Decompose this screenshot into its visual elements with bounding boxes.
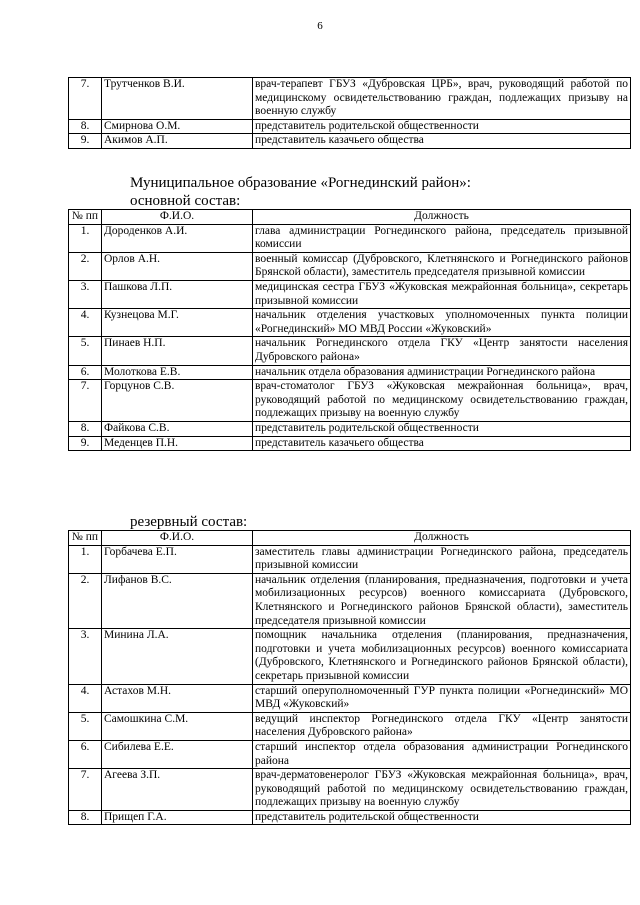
reserve-body <box>69 545 631 825</box>
row-name: Кузнецова М.Г. <box>102 309 253 337</box>
continuation-body <box>69 78 631 149</box>
row-name: Трутченков В.И. <box>102 78 253 120</box>
section-subtitle-reserve: резервный состав: <box>130 514 248 530</box>
row-number: 8. <box>69 810 102 825</box>
table-row <box>69 365 631 380</box>
row-number: 5. <box>69 337 102 365</box>
main-body <box>69 224 631 451</box>
row-number: 9. <box>69 436 102 451</box>
header-position: Должность <box>253 531 631 546</box>
row-number: 5. <box>69 712 102 740</box>
row-number: 1. <box>69 224 102 252</box>
row-name: Минина Л.А. <box>102 629 253 684</box>
row-name: Акимов А.П. <box>102 134 253 149</box>
row-name: Смирнова О.М. <box>102 119 253 134</box>
row-number: 2. <box>69 573 102 628</box>
row-position: врач-дерматовенеролог ГБУЗ «Жуковская межрайонная больница», врач, руководящий работой по медицинскому освидетельствованию граждан, подлежащих призыву на военную службу <box>253 769 631 811</box>
table-row <box>69 280 631 308</box>
row-name: Горбачева Е.П. <box>102 545 253 573</box>
header-num: № пп <box>69 210 102 225</box>
row-position: представитель казачьего общества <box>253 134 631 149</box>
row-name: Агеева З.П. <box>102 769 253 811</box>
row-number: 7. <box>69 78 102 120</box>
row-number: 8. <box>69 421 102 436</box>
row-name: Сибилева Е.Е. <box>102 740 253 768</box>
row-number: 1. <box>69 545 102 573</box>
section-title: Муниципальное образование «Рогнединский район»: <box>130 175 471 191</box>
main-table <box>68 209 631 451</box>
table-row <box>69 545 631 573</box>
row-number: 4. <box>69 684 102 712</box>
row-name: Молоткова Е.В. <box>102 365 253 380</box>
row-position: начальник Рогнединского отдела ГКУ «Центр занятости населения Дубровского района» <box>253 337 631 365</box>
table-row <box>69 380 631 422</box>
row-position: медицинская сестра ГБУЗ «Жуковская межрайонная больница», секретарь призывной комиссии <box>253 280 631 308</box>
row-position: заместитель главы администрации Рогнединского района, председатель призывной комиссии <box>253 545 631 573</box>
table-row <box>69 309 631 337</box>
row-name: Орлов А.Н. <box>102 252 253 280</box>
row-number: 6. <box>69 365 102 380</box>
row-name: Астахов М.Н. <box>102 684 253 712</box>
row-position: представитель родительской общественности <box>253 119 631 134</box>
row-name: Дороденков А.И. <box>102 224 253 252</box>
table-row <box>69 740 631 768</box>
row-name: Прищеп Г.А. <box>102 810 253 825</box>
row-name: Самошкина С.М. <box>102 712 253 740</box>
row-name: Пинаев Н.П. <box>102 337 253 365</box>
header-name: Ф.И.О. <box>102 210 253 225</box>
table-row <box>69 684 631 712</box>
table-row <box>69 712 631 740</box>
row-number: 7. <box>69 769 102 811</box>
row-number: 8. <box>69 119 102 134</box>
table-row <box>69 224 631 252</box>
table-row <box>69 119 631 134</box>
row-number: 4. <box>69 309 102 337</box>
row-position: начальник отделения участковых уполномоченных пункта полиции «Рогнединский» МО МВД России «Жуковский» <box>253 309 631 337</box>
row-number: 2. <box>69 252 102 280</box>
table-row <box>69 629 631 684</box>
continuation-table <box>68 77 631 149</box>
table-row <box>69 769 631 811</box>
header-name: Ф.И.О. <box>102 531 253 546</box>
row-position: старший инспектор отдела образования администрации Рогнединского района <box>253 740 631 768</box>
table-row <box>69 436 631 451</box>
table-row <box>69 134 631 149</box>
row-number: 6. <box>69 740 102 768</box>
table-row <box>69 810 631 825</box>
row-number: 7. <box>69 380 102 422</box>
row-position: начальник отделения (планирования, предназначения, подготовки и учета мобилизационных ресурсов) военного комиссариата (Дубровского, Клетнянского и Рогнединского районов Брянской области), заместитель председателя призывной комиссии <box>253 573 631 628</box>
header-num: № пп <box>69 531 102 546</box>
row-number: 3. <box>69 629 102 684</box>
row-number: 9. <box>69 134 102 149</box>
row-position: представитель родительской общественности <box>253 810 631 825</box>
header-position: Должность <box>253 210 631 225</box>
row-number: 3. <box>69 280 102 308</box>
row-position: представитель родительской общественности <box>253 421 631 436</box>
row-position: начальник отдела образования администрации Рогнединского района <box>253 365 631 380</box>
page-number: 6 <box>317 20 323 32</box>
row-position: представитель казачьего общества <box>253 436 631 451</box>
row-name: Горцунов С.В. <box>102 380 253 422</box>
table-row <box>69 421 631 436</box>
table-row <box>69 573 631 628</box>
row-position: глава администрации Рогнединского района, председатель призывной комиссии <box>253 224 631 252</box>
section-subtitle-main: основной состав: <box>130 193 241 209</box>
table-header-row <box>69 210 631 225</box>
row-name: Файкова С.В. <box>102 421 253 436</box>
row-name: Пашкова Л.П. <box>102 280 253 308</box>
row-position: врач-стоматолог ГБУЗ «Жуковская межрайонная больница», врач, руководящий работой по медицинскому освидетельствованию граждан, подлежащих призыву на военную службу <box>253 380 631 422</box>
row-position: старший оперуполномоченный ГУР пункта полиции «Рогнединский» МО МВД «Жуковский» <box>253 684 631 712</box>
table-row <box>69 337 631 365</box>
reserve-table <box>68 530 631 825</box>
row-position: врач-терапевт ГБУЗ «Дубровская ЦРБ», врач, руководящий работой по медицинскому освидетельствованию граждан, подлежащих призыву на военную службу <box>253 78 631 120</box>
row-name: Лифанов В.С. <box>102 573 253 628</box>
table-row <box>69 78 631 120</box>
row-position: военный комиссар (Дубровского, Клетнянского и Рогнединского районов Брянской области), заместитель председателя призывной комиссии <box>253 252 631 280</box>
row-position: ведущий инспектор Рогнединского отдела ГКУ «Центр занятости населения Дубровского района» <box>253 712 631 740</box>
row-position: помощник начальника отделения (планирования, предназначения, подготовки и учета мобилизационных ресурсов) военного комиссариата (Дубровского, Клетнянского и Рогнединского районов Брянской области), секретарь призывной комиссии <box>253 629 631 684</box>
row-name: Меденцев П.Н. <box>102 436 253 451</box>
table-header-row <box>69 531 631 546</box>
table-row <box>69 252 631 280</box>
